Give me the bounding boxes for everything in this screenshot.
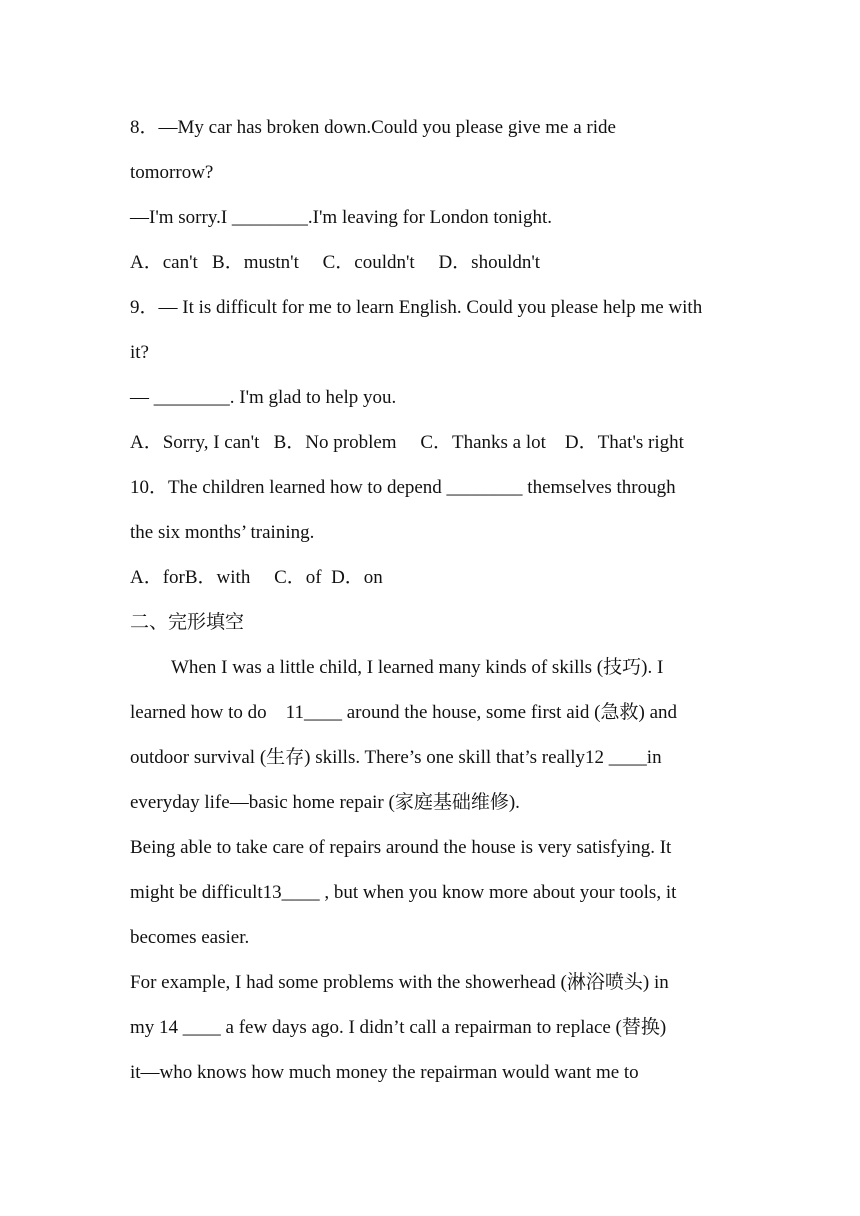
question-9-options: A．Sorry, I can't B．No problem C．Thanks a lot D．That's right (130, 432, 684, 453)
question-10-text: 10．The children learned how to depend ________ themselves through (130, 477, 676, 498)
passage-line-2: learned how to do 11____ around the house, some first aid (急救) and (130, 702, 678, 723)
question-9-reply: — ________. I'm glad to help you. (130, 387, 397, 408)
question-8-text: 8．—My car has broken down.Could you please give me a ride (130, 117, 616, 138)
passage-line-6: might be difficult13____ , but when you know more about your tools, it (130, 882, 677, 903)
passage-line-5: Being able to take care of repairs around the house is very satisfying. It (130, 837, 672, 858)
passage-line-9: my 14 ____ a few days ago. I didn’t call a repairman to replace (替换) (130, 1017, 667, 1038)
question-9-text-cont: it? (130, 342, 149, 363)
question-8-reply: —I'm sorry.I ________.I'm leaving for London tonight. (130, 207, 552, 228)
question-9-text: 9．— It is difficult for me to learn English. Could you please help me with (130, 297, 703, 318)
passage-line-7: becomes easier. (130, 927, 250, 948)
passage-line-3: outdoor survival (生存) skills. There’s one skill that’s really12 ____in (130, 747, 662, 768)
passage-line-10: it—who knows how much money the repairman would want me to (130, 1062, 639, 1083)
question-10-options: A．forB．with C．of D．on (130, 567, 383, 588)
question-8-options: A．can't B．mustn't C．couldn't D．shouldn't (130, 252, 541, 273)
passage-line-4: everyday life—basic home repair (家庭基础维修). (130, 792, 520, 813)
passage-line-8: For example, I had some problems with the showerhead (淋浴喷头) in (130, 972, 669, 993)
question-10-text-cont: the six months’ training. (130, 522, 315, 543)
question-8-text-cont: tomorrow? (130, 162, 214, 183)
passage-line-1: When I was a little child, I learned many kinds of skills (技巧). I (171, 657, 664, 678)
section-heading-cloze: 二、完形填空 (130, 612, 245, 633)
